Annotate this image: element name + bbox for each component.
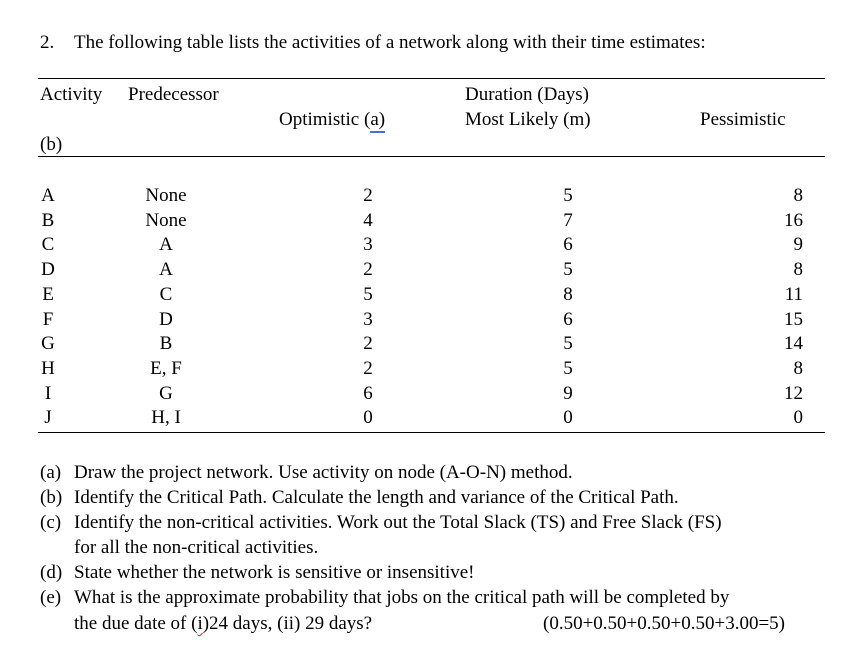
cell-most-likely: 6 xyxy=(563,234,573,256)
cell-most-likely: 5 xyxy=(563,185,573,206)
cell-activity: D xyxy=(41,259,55,281)
table-row xyxy=(0,186,867,211)
cell-optimistic: 2 xyxy=(363,333,373,355)
cell-pessimistic: 16 xyxy=(784,209,803,231)
cell-predecessor: G xyxy=(159,382,173,404)
cell-activity: E xyxy=(42,283,54,305)
task-label: (a) xyxy=(40,462,62,483)
cell-activity: G xyxy=(41,333,55,355)
cell-pessimistic: 11 xyxy=(784,283,803,305)
task-text: Draw the project network. Use activity on node (A-O-N) method. xyxy=(74,462,573,483)
cell-optimistic: 5 xyxy=(363,283,373,305)
task-label: (e) xyxy=(40,587,62,608)
cell-optimistic: 2 xyxy=(363,185,373,206)
cell-pessimistic: 8 xyxy=(793,185,803,206)
cell-pessimistic: 0 xyxy=(793,407,803,429)
table-row xyxy=(0,310,867,335)
header-duration: Duration (Days) xyxy=(465,84,589,105)
table-row xyxy=(0,260,867,285)
cell-optimistic: 2 xyxy=(363,259,373,281)
cell-pessimistic: 12 xyxy=(784,382,803,404)
cell-activity: A xyxy=(41,185,55,206)
cell-most-likely: 0 xyxy=(563,407,573,429)
task-label: (b) xyxy=(40,487,63,508)
cell-predecessor: None xyxy=(145,185,187,206)
table-header-rule xyxy=(38,156,825,157)
cell-most-likely: 8 xyxy=(563,283,573,305)
cell-predecessor: E, F xyxy=(150,357,182,379)
table-row xyxy=(0,359,867,384)
cell-most-likely: 5 xyxy=(563,259,573,281)
cell-predecessor: C xyxy=(159,283,173,305)
cell-activity: C xyxy=(41,234,55,256)
header-optimistic: Optimistic (a) xyxy=(279,110,385,129)
cell-pessimistic: 14 xyxy=(784,333,803,355)
cell-predecessor: A xyxy=(159,259,173,281)
header-most-likely: Most Likely (m) xyxy=(465,109,591,130)
task-e-line-2: the due date of (i)24 days, (ii) 29 days? xyxy=(74,613,373,634)
cell-pessimistic: 8 xyxy=(793,357,803,379)
table-row xyxy=(0,384,867,409)
cell-optimistic: 6 xyxy=(363,382,373,404)
cell-pessimistic: 9 xyxy=(793,234,803,256)
task-text: Identify the non-critical activities. Work out the Total Slack (TS) and Free Slack (FS) xyxy=(74,512,722,533)
cell-optimistic: 2 xyxy=(363,357,373,379)
cell-optimistic: 4 xyxy=(363,209,373,231)
cell-activity: I xyxy=(44,382,52,404)
cell-optimistic: 3 xyxy=(363,308,373,330)
task-text: State whether the network is sensitive or insensitive! xyxy=(74,562,475,583)
header-predecessor: Predecessor xyxy=(128,84,219,105)
cell-predecessor: H, I xyxy=(151,407,181,429)
cell-optimistic: 0 xyxy=(363,407,373,429)
cell-most-likely: 7 xyxy=(563,209,573,231)
question-number: 2. xyxy=(40,32,55,53)
cell-optimistic: 3 xyxy=(363,234,373,256)
table-row xyxy=(0,334,867,359)
cell-activity: F xyxy=(42,308,54,330)
table-row xyxy=(0,235,867,260)
header-activity: Activity xyxy=(40,84,103,105)
header-b: (b) xyxy=(40,134,63,155)
cell-most-likely: 5 xyxy=(563,333,573,355)
table-row xyxy=(0,211,867,236)
table-row xyxy=(0,285,867,310)
cell-predecessor: A xyxy=(159,234,173,256)
task-text: for all the non-critical activities. xyxy=(74,537,319,558)
table-top-rule xyxy=(38,78,825,79)
spellcheck-squiggle: i xyxy=(197,613,203,634)
cell-most-likely: 6 xyxy=(563,308,573,330)
cell-most-likely: 9 xyxy=(563,382,573,404)
cell-most-likely: 5 xyxy=(563,357,573,379)
cell-predecessor: D xyxy=(159,308,173,330)
table-row xyxy=(0,408,867,433)
cell-pessimistic: 15 xyxy=(784,308,803,330)
cell-activity: B xyxy=(41,209,55,231)
marks-breakdown: (0.50+0.50+0.50+0.50+3.00=5) xyxy=(543,613,785,634)
cell-activity: J xyxy=(44,407,52,429)
cell-activity: H xyxy=(41,357,55,379)
task-text: What is the approximate probability that jobs on the critical path will be completed by xyxy=(74,587,730,608)
question-text: The following table lists the activities of a network along with their time estimates: xyxy=(74,32,706,53)
task-text: Identify the Critical Path. Calculate the length and variance of the Critical Path. xyxy=(74,487,679,508)
cell-pessimistic: 8 xyxy=(793,259,803,281)
cell-predecessor: None xyxy=(145,209,187,231)
header-pessimistic: Pessimistic xyxy=(700,109,786,130)
task-label: (d) xyxy=(40,562,63,583)
task-label: (c) xyxy=(40,512,62,533)
cell-predecessor: B xyxy=(159,333,173,355)
